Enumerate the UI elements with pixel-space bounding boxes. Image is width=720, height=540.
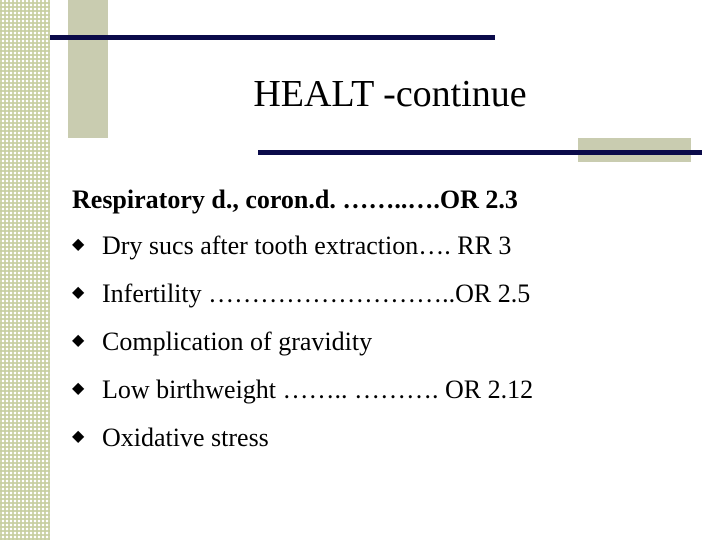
decorative-line-bottom — [258, 150, 702, 155]
decorative-side-pattern — [0, 0, 50, 540]
diamond-bullet-icon: ◆ — [72, 284, 85, 302]
diamond-bullet-icon: ◆ — [72, 332, 85, 350]
slide-body — [72, 184, 702, 470]
bullet-list — [72, 230, 702, 456]
decorative-line-top — [50, 35, 495, 40]
body-heading-line: Respiratory d., coron.d. ……..….OR 2.3 — [72, 185, 518, 214]
bullet-item — [72, 374, 702, 408]
diamond-bullet-icon: ◆ — [72, 236, 85, 254]
bullet-text: Complication of gravidity — [102, 327, 373, 357]
diamond-bullet-icon: ◆ — [72, 380, 85, 398]
bullet-item — [72, 278, 702, 312]
bullet-item — [72, 326, 702, 360]
bullet-item — [72, 230, 702, 264]
diamond-bullet-icon: ◆ — [72, 428, 85, 446]
bullet-text: Dry sucs after tooth extraction…. RR 3 — [102, 231, 512, 260]
bullet-text: Infertility ………………………..OR 2.5 — [102, 279, 531, 309]
bullet-text: Low birthweight …….. ………. OR 2.12 — [102, 375, 534, 405]
decorative-block-top — [68, 0, 108, 138]
bullet-text: Oxidative stress — [102, 423, 269, 453]
slide-title: HEALT -continue — [253, 73, 527, 115]
bullet-item — [72, 422, 702, 456]
